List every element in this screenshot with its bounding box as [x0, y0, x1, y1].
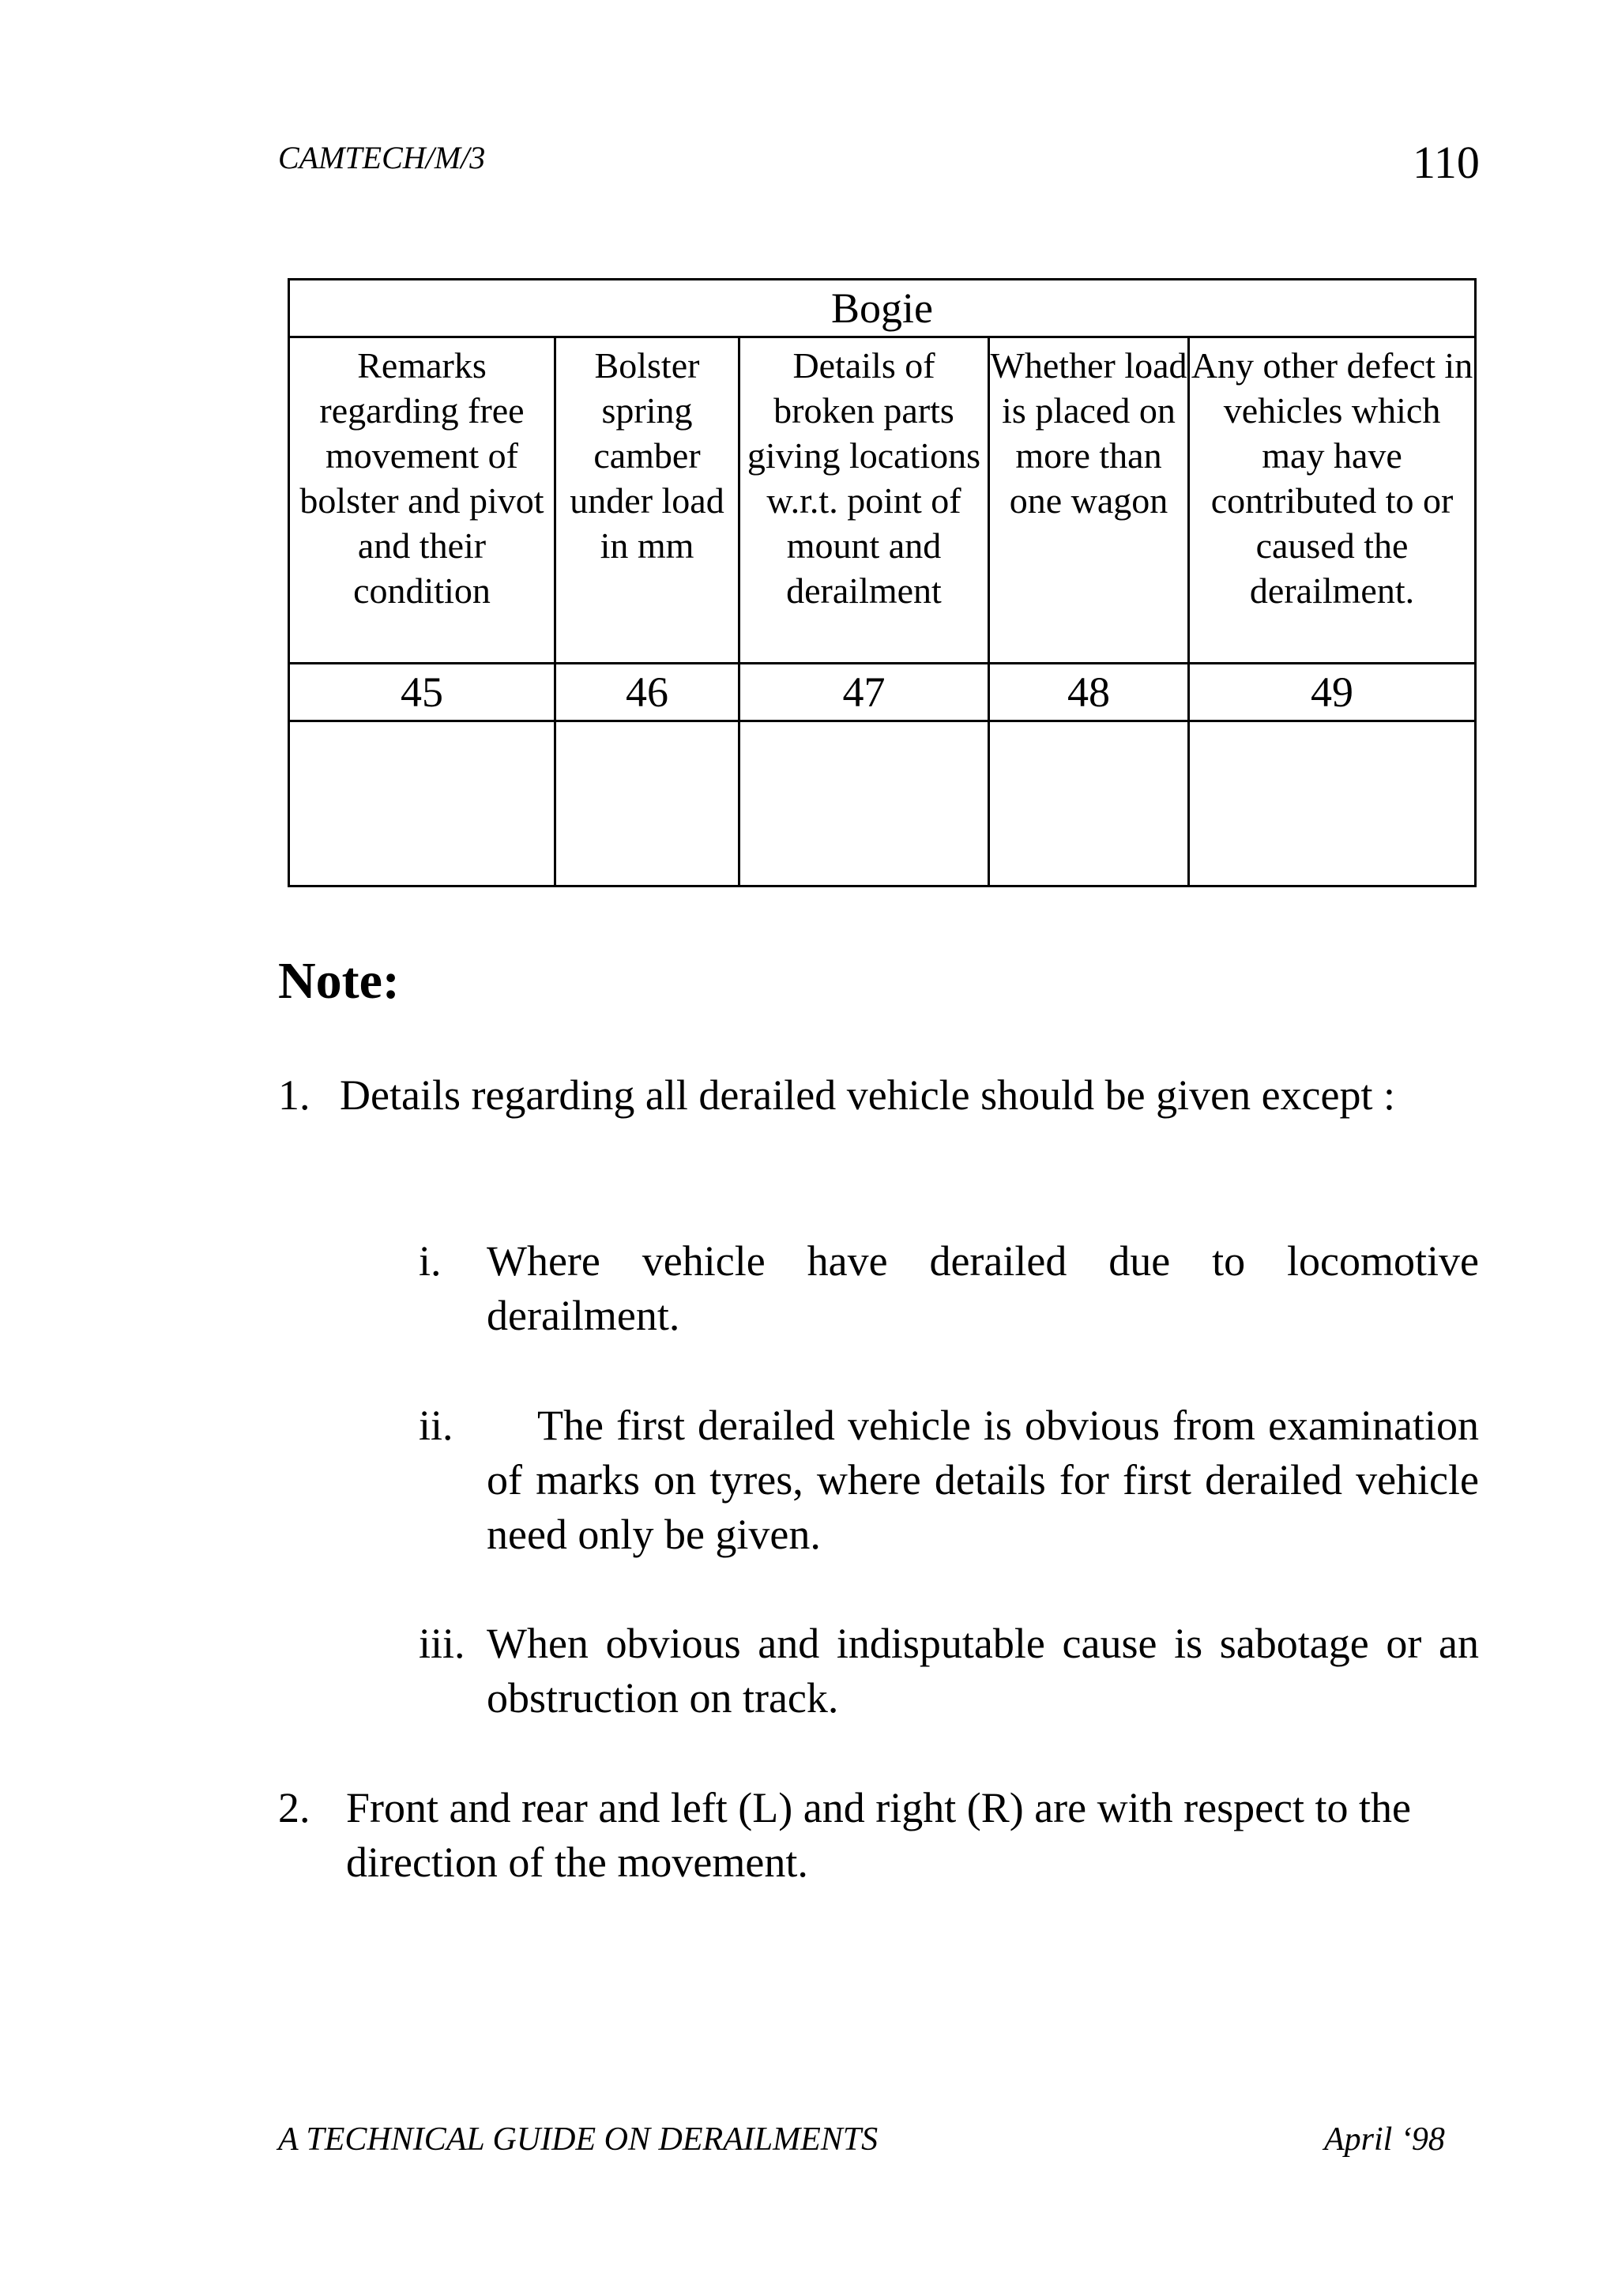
column-number: 48 — [989, 664, 1189, 721]
footer-date: April ‘98 — [1324, 2121, 1445, 2158]
empty-entry-cell — [1189, 721, 1476, 886]
note-text: Details regarding all derailed vehicle should be given except : — [340, 1071, 1395, 1119]
footer-title: A TECHNICAL GUIDE ON DERAILMENTS — [278, 2121, 879, 2158]
column-number: 46 — [555, 664, 739, 721]
column-heading: Bolster spring camber under load in mm — [555, 337, 739, 664]
empty-entry-cell — [555, 721, 739, 886]
note-text: Where vehicle have derailed due to locomotive derailment. — [487, 1237, 1479, 1339]
empty-entry-cell — [989, 721, 1189, 886]
note-text: The first derailed vehicle is obvious from examination of marks on tyres, where details for first derailed vehicle need only be given. — [487, 1402, 1479, 1558]
column-number: 49 — [1189, 664, 1476, 721]
empty-entry-cell — [739, 721, 989, 886]
bogie-table — [288, 278, 1477, 887]
list-marker: iii. — [419, 1620, 465, 1667]
column-heading: Whether load is placed on more than one wagon — [989, 337, 1189, 664]
column-heading: Details of broken parts giving locations w.r.t. point of mount and derailment — [739, 337, 989, 664]
list-marker: i. — [419, 1237, 442, 1285]
list-marker: 1. — [278, 1071, 310, 1119]
note-heading: Note: — [278, 952, 400, 1010]
page-number: 110 — [1413, 137, 1480, 188]
table-group-title: Bogie — [289, 280, 1476, 337]
column-number: 45 — [289, 664, 555, 721]
empty-entry-cell — [289, 721, 555, 886]
list-marker: 2. — [278, 1784, 310, 1831]
note-text: When obvious and indisputable cause is sabotage or an obstruction on track. — [487, 1620, 1479, 1722]
column-number: 47 — [739, 664, 989, 721]
column-heading: Remarks regarding free movement of bolster and pivot and their condition — [289, 337, 555, 664]
document-code: CAMTECH/M/3 — [278, 140, 486, 175]
note-text: Front and rear and left (L) and right (R) are with respect to the direction of the movement. — [346, 1784, 1411, 1886]
column-heading: Any other defect in vehicles which may have contributed to or caused the derailment. — [1189, 337, 1476, 664]
list-marker: ii. — [419, 1402, 453, 1449]
